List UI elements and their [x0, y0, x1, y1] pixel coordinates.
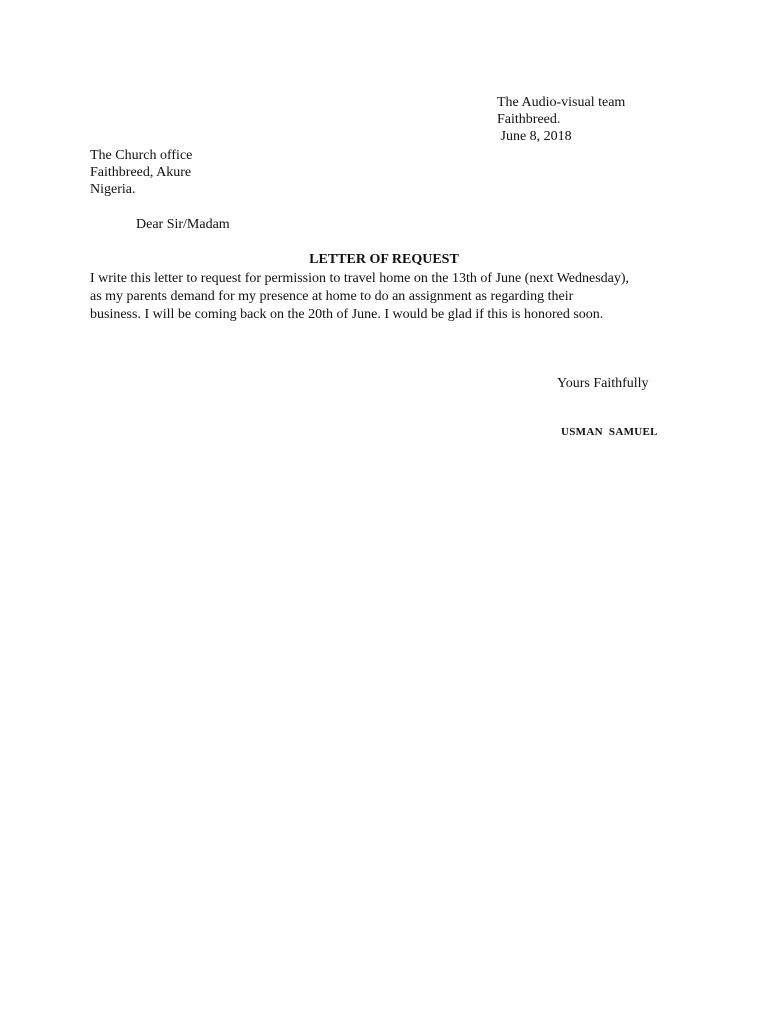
recipient-line-1: The Church office — [90, 148, 193, 163]
body-line-2: as my parents demand for my presence at home to do an assignment as regarding their — [90, 289, 574, 304]
body-line-1: I write this letter to request for permission to travel home on the 13th of June (next Wednesday), — [90, 271, 630, 286]
sender-line-1: The Audio-visual team — [497, 95, 626, 110]
letter-date: June 8, 2018 — [497, 129, 572, 144]
letter-subject: LETTER OF REQUEST — [309, 252, 459, 267]
letter-body — [90, 270, 690, 324]
salutation: Dear Sir/Madam — [136, 217, 230, 232]
recipient-line-3: Nigeria. — [90, 182, 136, 197]
recipient-line-2: Faithbreed, Akure — [90, 165, 192, 180]
body-line-3: business. I will be coming back on the 20th of June. I would be glad if this is honored soon. — [90, 307, 604, 322]
signature-name: USMAN SAMUEL — [561, 426, 658, 438]
closing: Yours Faithfully — [557, 376, 649, 391]
sender-line-2: Faithbreed. — [497, 112, 561, 127]
